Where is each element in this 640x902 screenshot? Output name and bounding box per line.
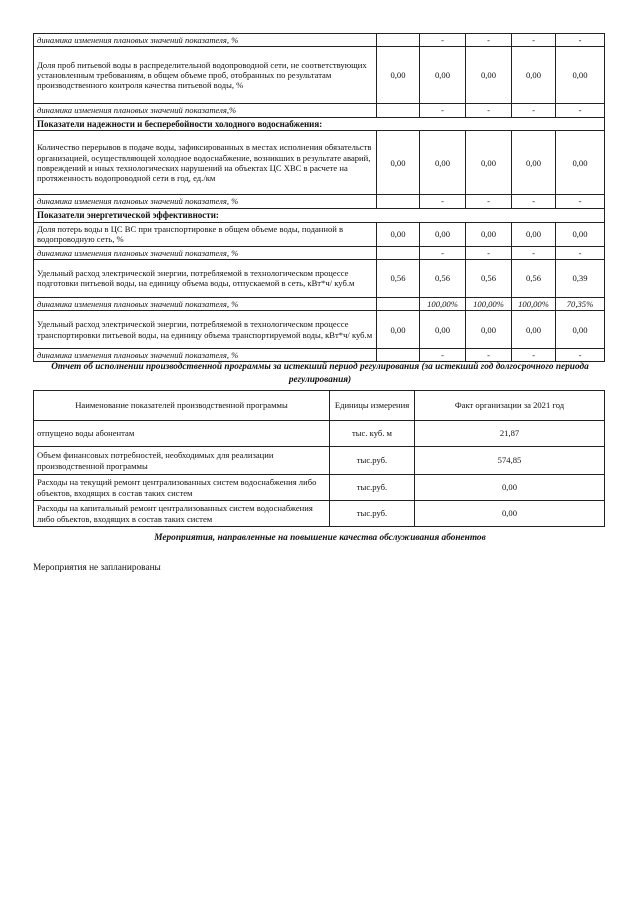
cell-value bbox=[377, 195, 420, 208]
column-header: Наименование показателей производственной программы bbox=[34, 391, 330, 421]
indicator-name: Объем финансовых потребностей, необходимых для реализации производственной программы bbox=[34, 447, 330, 475]
cell-value: 0,00 bbox=[512, 311, 556, 349]
cell-value: 0,00 bbox=[512, 47, 556, 104]
column-header: Единицы измерения bbox=[330, 391, 415, 421]
indicator-name: Расходы на капитальный ремонт централизованных систем водоснабжения либо объектов, входящих в состав таких систем bbox=[34, 501, 330, 527]
indicator-unit: тыс.руб. bbox=[330, 475, 415, 501]
cell-value: - bbox=[512, 349, 556, 362]
cell-value: 0,00 bbox=[466, 311, 512, 349]
column-header: Факт организации за 2021 год bbox=[415, 391, 605, 421]
cell-value: 0,00 bbox=[420, 311, 466, 349]
row-label: Доля потерь воды в ЦС ВС при транспортировке в общем объеме воды, поданной в водопроводную сеть, % bbox=[34, 222, 377, 246]
row-label: динамика изменения плановых значений показателя,% bbox=[34, 104, 377, 117]
row-label: динамика изменения плановых значений показателя, % bbox=[34, 195, 377, 208]
indicator-name: Расходы на текущий ремонт централизованных систем водоснабжения либо объектов, входящих в состав таких систем bbox=[34, 475, 330, 501]
cell-value: - bbox=[420, 195, 466, 208]
row-label: Удельный расход электрической энергии, потребляемой в технологическом процессе подготовки питьевой воды, на единицу объема воды, отпускаемой в сеть, кВт*ч/ куб.м bbox=[34, 259, 377, 297]
table-row bbox=[34, 297, 605, 310]
cell-value: - bbox=[556, 104, 605, 117]
cell-value: 0,56 bbox=[466, 259, 512, 297]
cell-value: 100,00% bbox=[420, 297, 466, 310]
cell-value: - bbox=[466, 34, 512, 47]
cell-value: - bbox=[512, 104, 556, 117]
table-row bbox=[34, 475, 605, 501]
cell-value: - bbox=[512, 34, 556, 47]
cell-value: - bbox=[466, 349, 512, 362]
cell-value: - bbox=[466, 104, 512, 117]
cell-value: 0,00 bbox=[556, 47, 605, 104]
section-header-row bbox=[34, 208, 605, 222]
cell-value: 100,00% bbox=[466, 297, 512, 310]
row-label: динамика изменения плановых значений показателя, % bbox=[34, 34, 377, 47]
cell-value: 0,00 bbox=[377, 131, 420, 195]
cell-value: 0,56 bbox=[512, 259, 556, 297]
section-header-row bbox=[34, 117, 605, 131]
cell-value: - bbox=[556, 195, 605, 208]
table-row bbox=[34, 349, 605, 362]
cell-value: - bbox=[466, 195, 512, 208]
cell-value: 0,00 bbox=[377, 311, 420, 349]
cell-value: 0,00 bbox=[512, 131, 556, 195]
cell-value: - bbox=[556, 246, 605, 259]
measures-caption: Мероприятия, направленные на повышение качества обслуживания абонентов bbox=[154, 533, 486, 543]
report-caption: Отчет об исполнении производственной программы за истекший период регулирования (за истекший год долгосрочного периода регулирования) bbox=[51, 362, 589, 385]
cell-value: - bbox=[556, 349, 605, 362]
row-label: динамика изменения плановых значений показателя, % bbox=[34, 297, 377, 310]
cell-value: 100,00% bbox=[512, 297, 556, 310]
table-row bbox=[34, 222, 605, 246]
measures-text: Мероприятия не запланированы bbox=[33, 563, 161, 573]
cell-value: 0,00 bbox=[466, 131, 512, 195]
cell-value: 0,56 bbox=[420, 259, 466, 297]
table-row bbox=[34, 131, 605, 195]
table-row bbox=[34, 259, 605, 297]
indicators-table bbox=[33, 33, 605, 362]
table-row bbox=[34, 34, 605, 47]
cell-value: - bbox=[420, 349, 466, 362]
indicator-value: 0,00 bbox=[415, 475, 605, 501]
cell-value: - bbox=[420, 104, 466, 117]
table-row bbox=[34, 501, 605, 527]
cell-value bbox=[377, 297, 420, 310]
table-row bbox=[34, 104, 605, 117]
table-row bbox=[34, 421, 605, 447]
indicator-unit: тыс.руб. bbox=[330, 501, 415, 527]
cell-value: 0,39 bbox=[556, 259, 605, 297]
cell-value: 0,00 bbox=[420, 222, 466, 246]
row-label: динамика изменения плановых значений показателя, % bbox=[34, 349, 377, 362]
row-label: Доля проб питьевой воды в распределительной водопроводной сети, не соответствующих установленным требованиям, в общем объеме проб, отобранных по результатам производственного контроля качества питьевой воды, % bbox=[34, 47, 377, 104]
cell-value: 0,00 bbox=[466, 222, 512, 246]
cell-value: 70,35% bbox=[556, 297, 605, 310]
report-table bbox=[33, 390, 605, 527]
indicator-value: 0,00 bbox=[415, 501, 605, 527]
cell-value: - bbox=[466, 246, 512, 259]
table-row bbox=[34, 195, 605, 208]
cell-value: 0,56 bbox=[377, 259, 420, 297]
cell-value: - bbox=[556, 34, 605, 47]
cell-value: 0,00 bbox=[420, 131, 466, 195]
cell-value: - bbox=[512, 195, 556, 208]
cell-value: 0,00 bbox=[420, 47, 466, 104]
cell-value bbox=[377, 349, 420, 362]
cell-value bbox=[377, 104, 420, 117]
row-label: Количество перерывов в подаче воды, зафиксированных в местах исполнения обязательств организацией, осуществляющей холодное водоснабжение, возникших в результате аварий, повреждений и иных технологических нарушений на объектах ЦС ХВС в расчете на протяженность водопроводной сети в год, ед./км bbox=[34, 131, 377, 195]
indicator-unit: тыс.руб. bbox=[330, 447, 415, 475]
table-row bbox=[34, 311, 605, 349]
cell-value: - bbox=[420, 34, 466, 47]
indicator-name: отпущено воды абонентам bbox=[34, 421, 330, 447]
cell-value: - bbox=[420, 246, 466, 259]
cell-value: 0,00 bbox=[512, 222, 556, 246]
indicator-value: 21,87 bbox=[415, 421, 605, 447]
cell-value: 0,00 bbox=[556, 311, 605, 349]
cell-value: 0,00 bbox=[377, 47, 420, 104]
section-title-energy: Показатели энергетической эффективности: bbox=[34, 208, 605, 222]
table-row bbox=[34, 447, 605, 475]
indicator-unit: тыс. куб. м bbox=[330, 421, 415, 447]
table-header-row bbox=[34, 391, 605, 421]
cell-value: 0,00 bbox=[556, 222, 605, 246]
table-row bbox=[34, 246, 605, 259]
table-row bbox=[34, 47, 605, 104]
indicator-value: 574,85 bbox=[415, 447, 605, 475]
cell-value bbox=[377, 246, 420, 259]
cell-value: - bbox=[512, 246, 556, 259]
cell-value: 0,00 bbox=[466, 47, 512, 104]
cell-value: 0,00 bbox=[377, 222, 420, 246]
row-label: Удельный расход электрической энергии, потребляемой в технологическом процессе транспортировки питьевой воды, на единицу объема транспортируемой воды, кВт*ч/ куб.м bbox=[34, 311, 377, 349]
section-title-reliability: Показатели надежности и бесперебойности холодного водоснабжения: bbox=[34, 117, 605, 131]
row-label: динамика изменения плановых значений показателя, % bbox=[34, 246, 377, 259]
cell-value: 0,00 bbox=[556, 131, 605, 195]
cell-value bbox=[377, 34, 420, 47]
